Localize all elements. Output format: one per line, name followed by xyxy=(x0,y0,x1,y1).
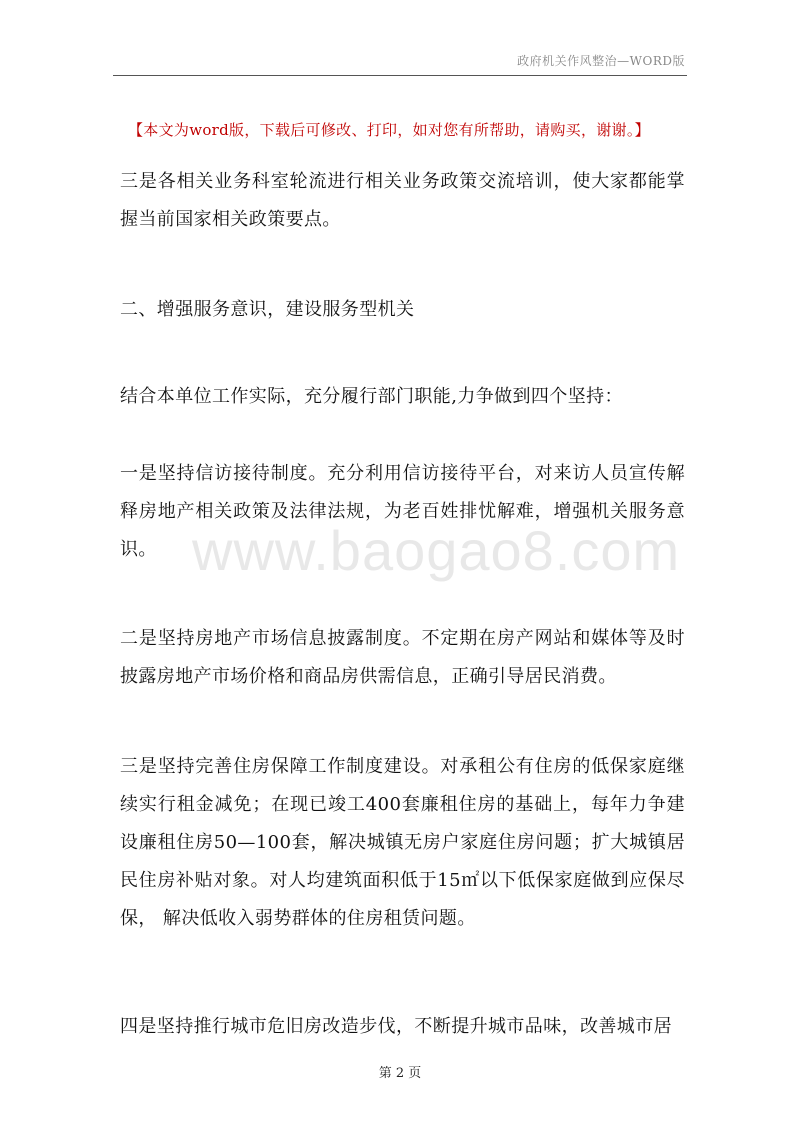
paragraph-market-disclosure: 二是坚持房地产市场信息披露制度。不定期在房产网站和媒体等及时披露房地产市场价格和商品房供需信息，正确引导居民消费。 xyxy=(120,628,685,687)
download-notice: 【本文为word版，下载后可修改、打印，如对您有所帮助，请购买，谢谢。】 xyxy=(128,121,650,139)
paragraph-policy-training: 三是各相关业务科室轮流进行相关业务政策交流培训，使大家都能掌握当前国家相关政策要点。 xyxy=(120,171,685,230)
site-watermark: www.baogao8.com xyxy=(192,519,681,582)
header-divider xyxy=(113,75,687,76)
document-header-title: 政府机关作风整治—WORD版 xyxy=(517,54,685,68)
section-heading-service: 二、增强服务意识，建设服务型机关 xyxy=(120,299,415,320)
paragraph-petition-reception: 一是坚持信访接待制度。充分利用信访接待平台，对来访人员宣传解释房地产相关政策及法律法规，为老百姓排忧解难，增强机关服务意识。 xyxy=(120,463,685,560)
paragraph-housing-security: 三是坚持完善住房保障工作制度建设。对承租公有住房的低保家庭继续实行租金减免；在现已竣工400套廉租住房的基础上，每年力争建设廉租住房50—100套，解决城镇无房户家庭住房问题；扩大城镇居民住房补贴对象。对人均建筑面积低于15㎡以下低保家庭做到应保尽保， 解决低收入弱势群体的住房租赁问题。 xyxy=(120,756,685,929)
page-number: 第 2 页 xyxy=(378,1066,422,1081)
paragraph-urban-renewal: 四是坚持推行城市危旧房改造步伐，不断提升城市品味，改善城市居 xyxy=(120,1016,672,1037)
paragraph-four-persistences: 结合本单位工作实际，充分履行部门职能,力争做到四个坚持： xyxy=(120,386,623,407)
